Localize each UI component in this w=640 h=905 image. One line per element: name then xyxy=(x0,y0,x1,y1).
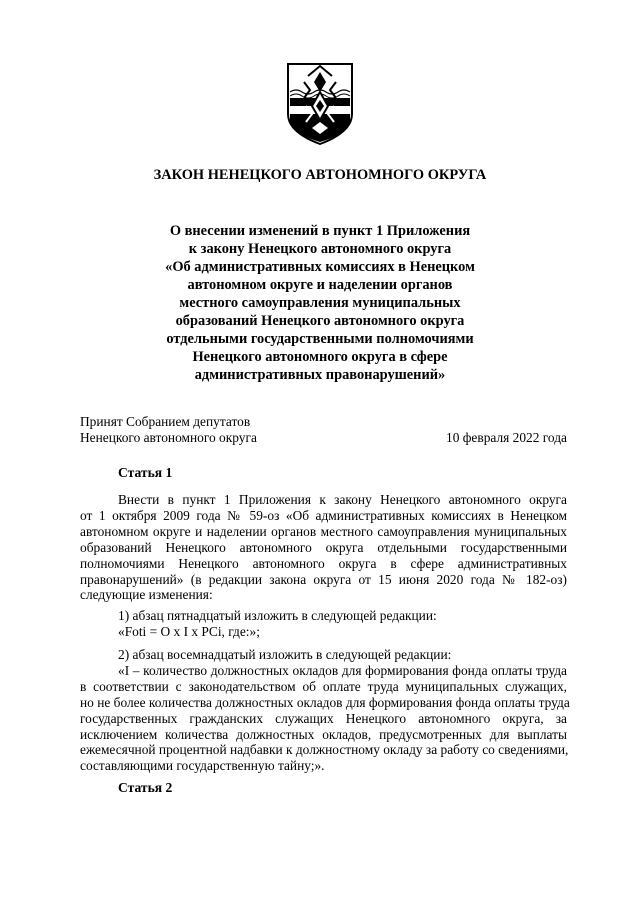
title-line: автономном округе и наделении органов xyxy=(187,277,453,293)
text-line: образований Ненецкого автономного округа отдельными государственными xyxy=(80,539,567,555)
title-line: О внесении изменений в пункт 1 Приложения xyxy=(169,223,471,239)
item-1-formula: «Fоti = O x I x PCi, где:»; xyxy=(118,623,260,639)
text-line: Внести в пункт 1 Приложения к закону Ненецкого автономного округа xyxy=(118,492,567,507)
article-1-item-1 xyxy=(80,608,567,640)
text-line: «I – количество должностных окладов для формирования фонда оплаты труда xyxy=(118,662,567,678)
title-line: образований Ненецкого автономного округа xyxy=(175,313,465,329)
article-1-heading: Статья 1 xyxy=(118,465,173,480)
adoption-line-1: Принят Собранием депутатов xyxy=(80,414,251,429)
adoption-block xyxy=(80,414,567,446)
text-line: составляющими государственную тайну;». xyxy=(80,758,325,774)
text-line: следующие изменения: xyxy=(80,587,213,603)
title-line: местного самоуправления муниципальных xyxy=(179,295,461,311)
text-line: правонарушений» (в редакции закона округа от 15 июня 2020 года № 182-оз) xyxy=(80,571,567,587)
article-2-heading: Статья 2 xyxy=(118,780,173,795)
text-line: ежемесячной процентной надбавки к должностному окладу за работу со сведениями, xyxy=(80,742,569,758)
title-line: Ненецкого автономного округа в сфере xyxy=(192,349,448,365)
text-line: автономном округе и наделении органов местного самоуправления муниципальных xyxy=(80,523,567,539)
adoption-line-2 xyxy=(80,430,567,446)
coat-of-arms-emblem xyxy=(286,62,354,146)
article-1-item-2 xyxy=(80,647,570,774)
law-title xyxy=(80,222,560,384)
article-1-intro xyxy=(80,492,567,603)
adoption-date: 10 февраля 2022 года xyxy=(446,430,567,445)
text-line: от 1 октября 2009 года № 59-оз «Об административных комиссиях в Ненецком xyxy=(80,507,567,523)
text-line: в соответствии с законодательством об оплате труда муниципальных служащих, xyxy=(80,678,567,694)
title-line: «Об административных комиссиях в Ненецком xyxy=(165,259,475,275)
text-line: полномочиями Ненецкого автономного округа в сфере административных xyxy=(80,555,567,571)
item-2-line: 2) абзац восемнадцатый изложить в следующей редакции: xyxy=(118,647,452,662)
text-line: исключением количества должностных окладов, предусмотренных для выплаты xyxy=(80,726,567,742)
text-line: но не более количества должностных окладов для формирования фонда оплаты труда xyxy=(80,694,570,710)
adoption-body: Ненецкого автономного округа xyxy=(80,430,257,445)
title-line: к закону Ненецкого автономного округа xyxy=(188,241,452,257)
title-line: отдельными государственными полномочиями xyxy=(166,331,474,347)
law-header: ЗАКОН НЕНЕЦКОГО АВТОНОМНОГО ОКРУГА xyxy=(153,167,487,183)
item-1-line: 1) абзац пятнадцатый изложить в следующей редакции: xyxy=(118,608,437,623)
title-line: административных правонарушений» xyxy=(194,367,446,383)
text-line: государственных гражданских служащих Ненецкого автономного округа, за xyxy=(80,710,567,726)
